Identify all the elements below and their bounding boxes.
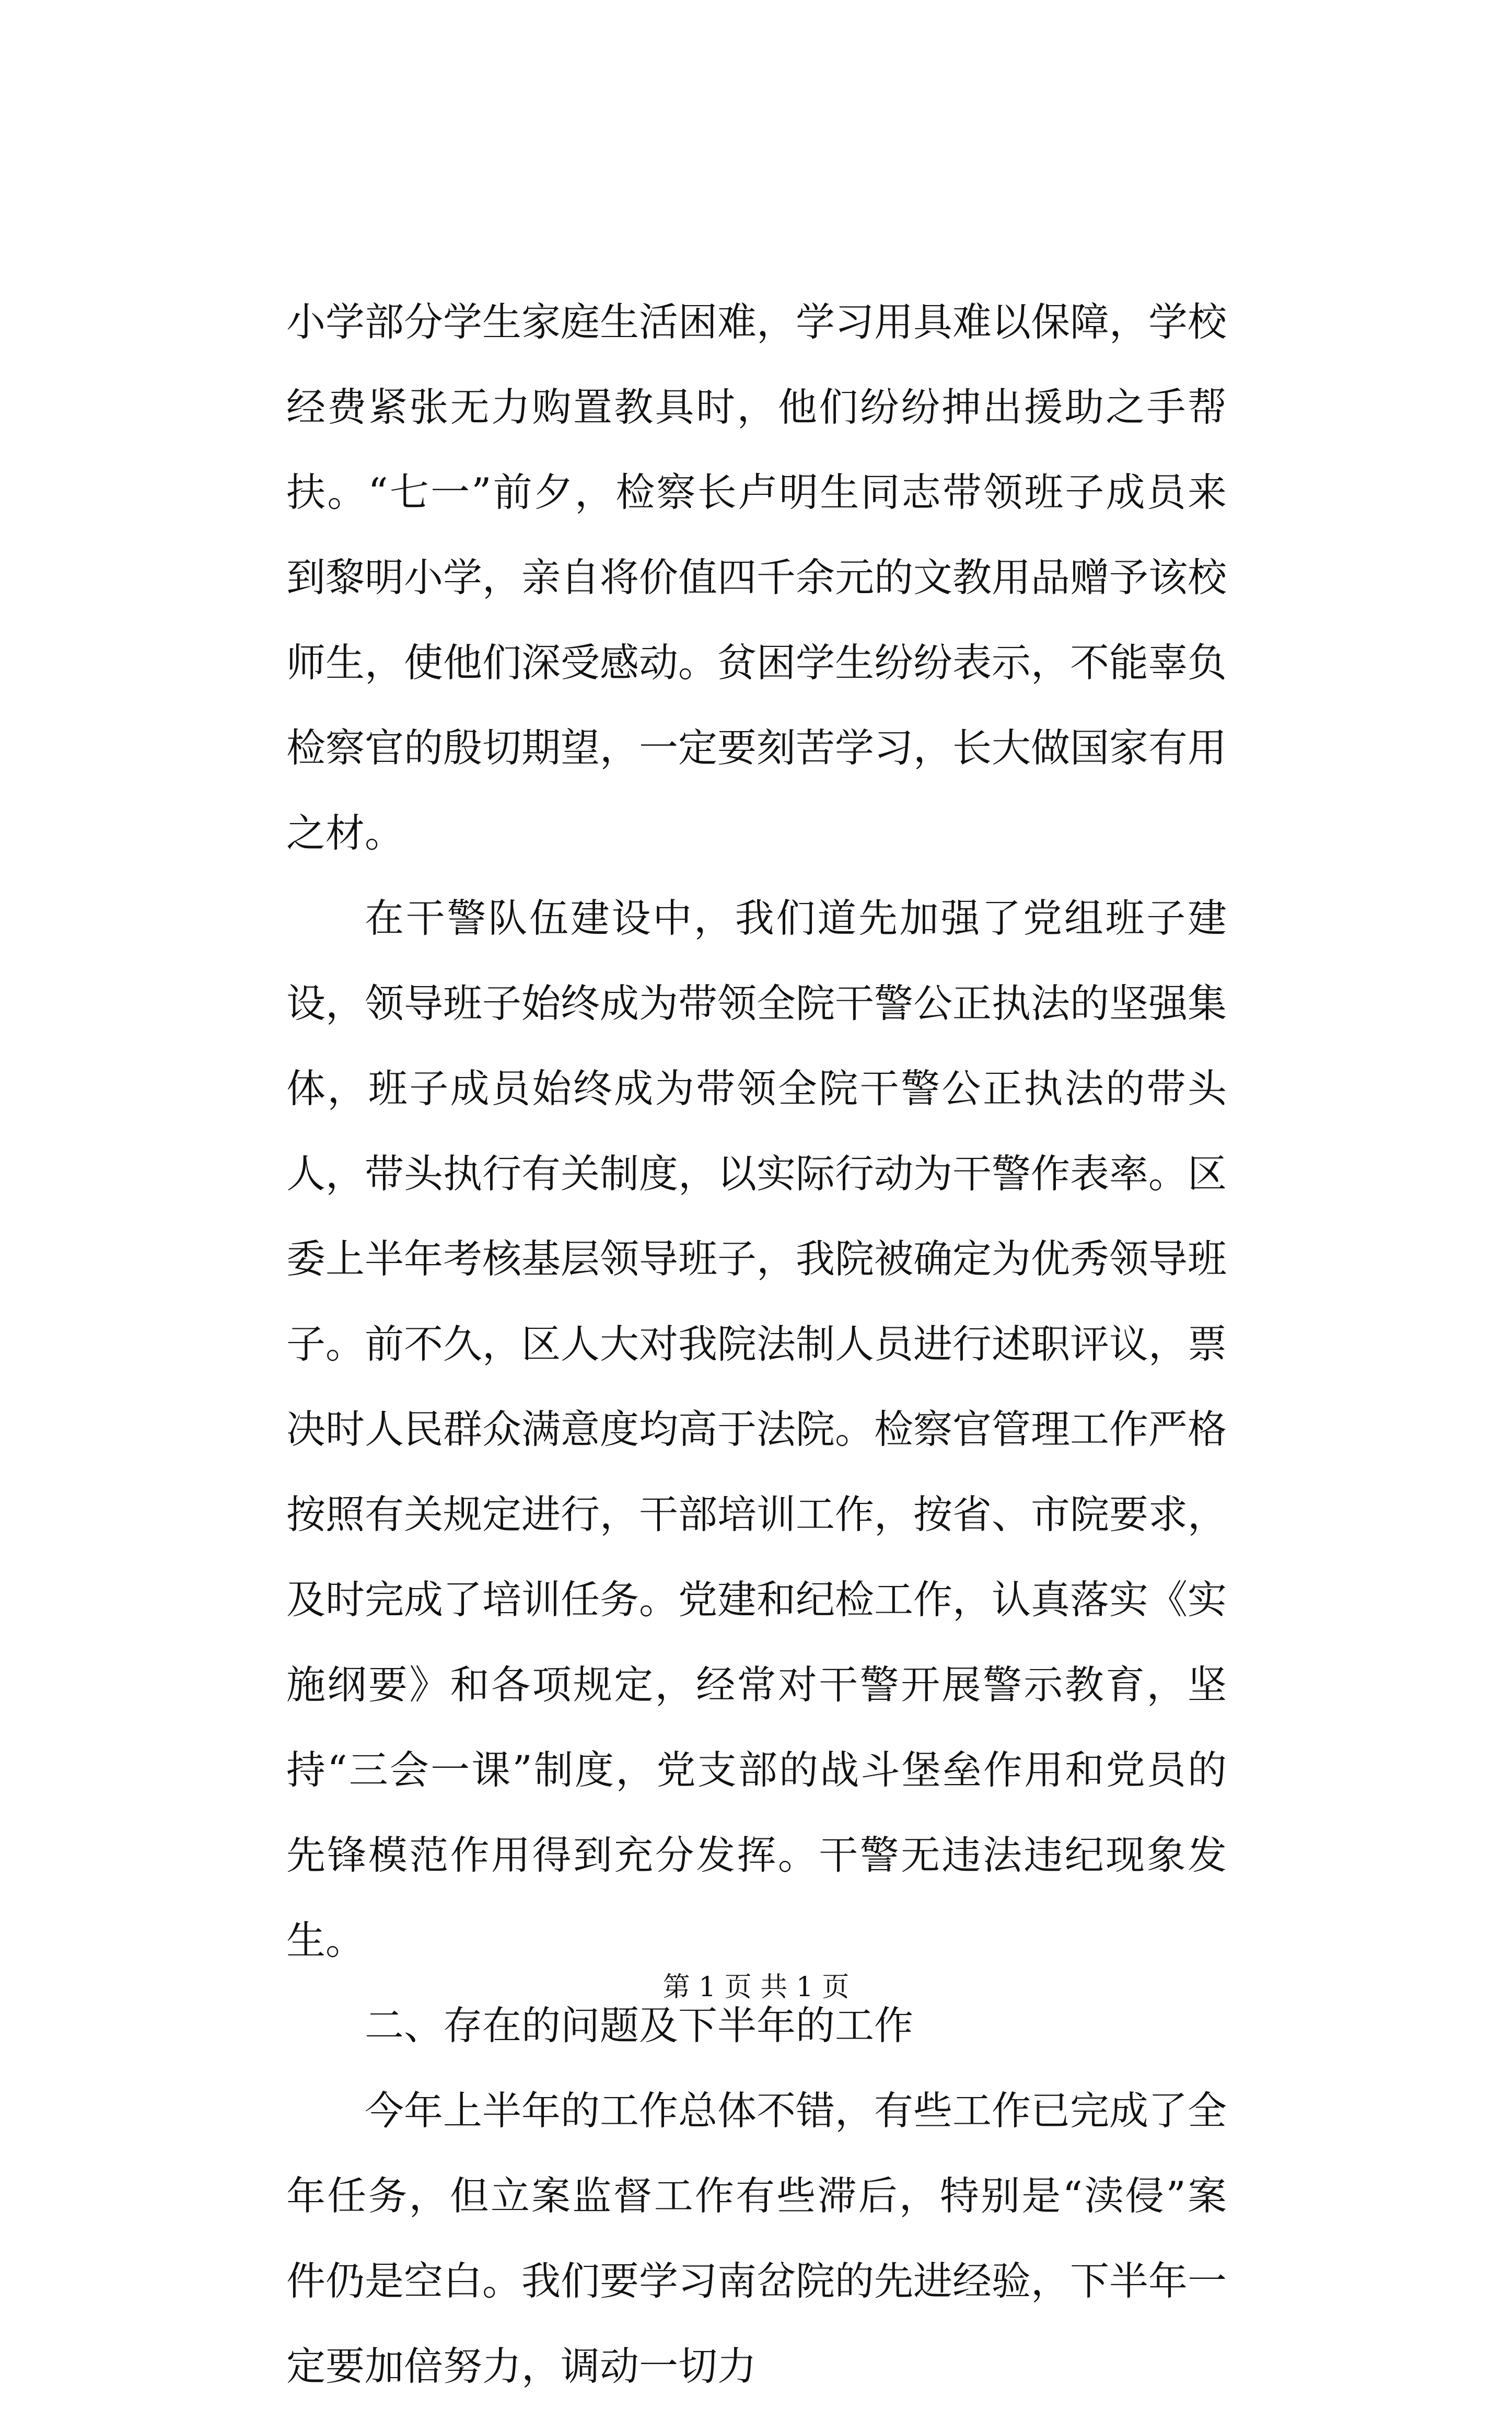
section-heading: 二、存在的问题及下半年的工作: [365, 2002, 914, 2048]
paragraph-problems: 今年上半年的工作总体不错，有些工作已完成了全年任务，但立案监督工作有些滞后，特别是“渎侵”案件仍是空白。我们要学习南岔院的先进经验，下半年一定要加倍努力，调动一切力: [286, 2088, 1227, 2389]
page-footer: 第 1 页 共 1 页: [662, 1972, 850, 2003]
document-body: [286, 280, 1227, 2409]
paragraph-team-building: 在干警队伍建设中，我们道先加强了党组班子建设，领导班子始终成为带领全院干警公正执法的坚强集体，班子成员始终成为带领全院干警公正执法的带头人，带头执行有关制度，以实际行动为干警作表率。区委上半年考核基层领导班子，我院被确定为优秀领导班子。前不久，区人大对我院法制人员进行述职评议，票决时人民群众满意度均高于法院。检察官管理工作严格按照有关规定进行，干部培训工作，按省、市院要求，及时完成了培训任务。党建和纪检工作，认真落实《实施纲要》和各项规定，经常对干警开展警示教育，坚持“三会一课”制度，党支部的战斗堡垒作用和党员的先锋模范作用得到充分发挥。干警无违法违纪现象发生。: [286, 895, 1227, 1963]
paragraph-continued: 小学部分学生家庭生活困难，学习用具难以保障，学校经费紧张无力购置教具时，他们纷纷抻出援助之手帮扶。“七一”前夕，检察长卢明生同志带领班子成员来到黎明小学，亲自将价值四千余元的文教用品赠予该校师生，使他们深受感动。贫困学生纷纷表示，不能辜负检察官的殷切期望，一定要刻苦学习，长大做国家有用之材。: [286, 299, 1227, 856]
